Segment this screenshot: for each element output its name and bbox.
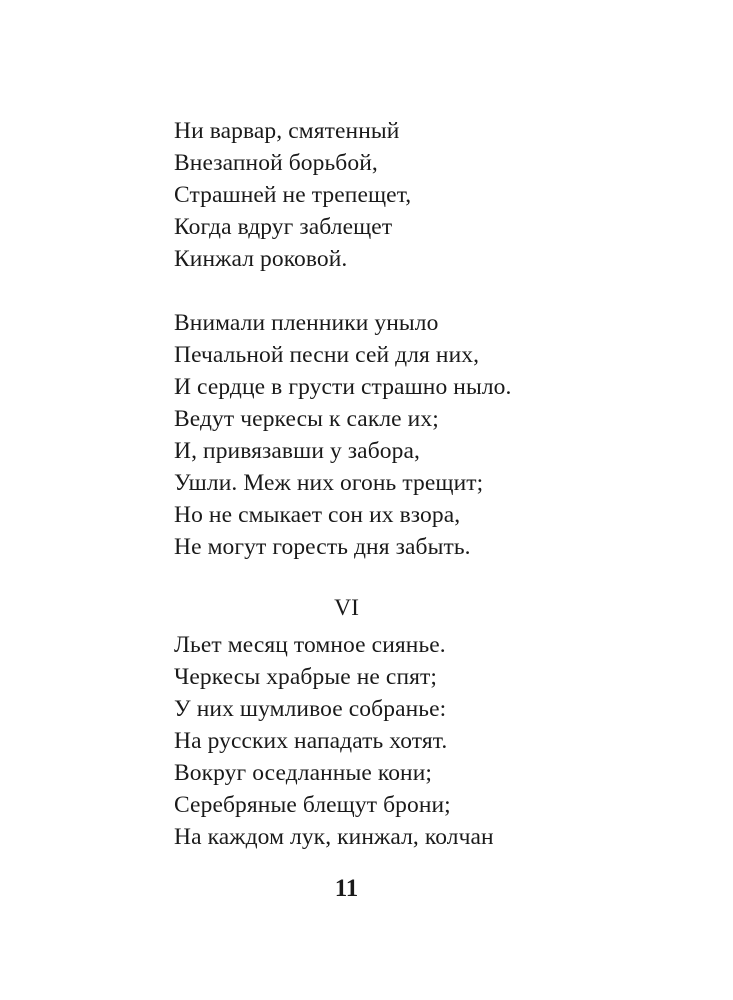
verse-line: Льет месяц томное сиянье.: [174, 632, 446, 658]
verse-line: Когда вдруг заблещет: [174, 214, 393, 240]
verse-line: Кинжал роковой.: [174, 246, 348, 272]
verse-line: Внезапной борьбой,: [174, 150, 378, 176]
verse-line: Внимали пленники уныло: [174, 310, 439, 336]
page-number: 11: [334, 875, 359, 902]
verse-line: Страшней не трепещет,: [174, 182, 412, 208]
verse-line: Вокруг оседланные кони;: [174, 760, 433, 786]
stanza: [174, 629, 494, 853]
verse-line: Не могут горесть дня забыть.: [174, 534, 471, 560]
verse-line: Но не смыкает сон их взора,: [174, 502, 461, 528]
verse-line: На каждом лук, кинжал, колчан: [174, 824, 494, 850]
verse-line: Черкесы храбрые не спят;: [174, 664, 438, 690]
verse-line: Ведут черкесы к сакле их;: [174, 406, 439, 432]
verse-line: Ушли. Меж них огонь трещит;: [174, 470, 484, 496]
verse-line: На русских нападать хотят.: [174, 728, 448, 754]
section-heading: VI: [334, 595, 359, 621]
stanza: [174, 115, 411, 275]
verse-line: Серебряные блещут брони;: [174, 792, 451, 818]
verse-line: И сердце в грусти страшно ныло.: [174, 374, 512, 400]
verse-line: У них шумливое собранье:: [174, 696, 447, 722]
verse-line: Печальной песни сей для них,: [174, 342, 480, 368]
verse-line: И, привязавши у забора,: [174, 438, 420, 464]
stanza: [174, 307, 512, 563]
verse-line: Ни варвар, смятенный: [174, 118, 400, 144]
